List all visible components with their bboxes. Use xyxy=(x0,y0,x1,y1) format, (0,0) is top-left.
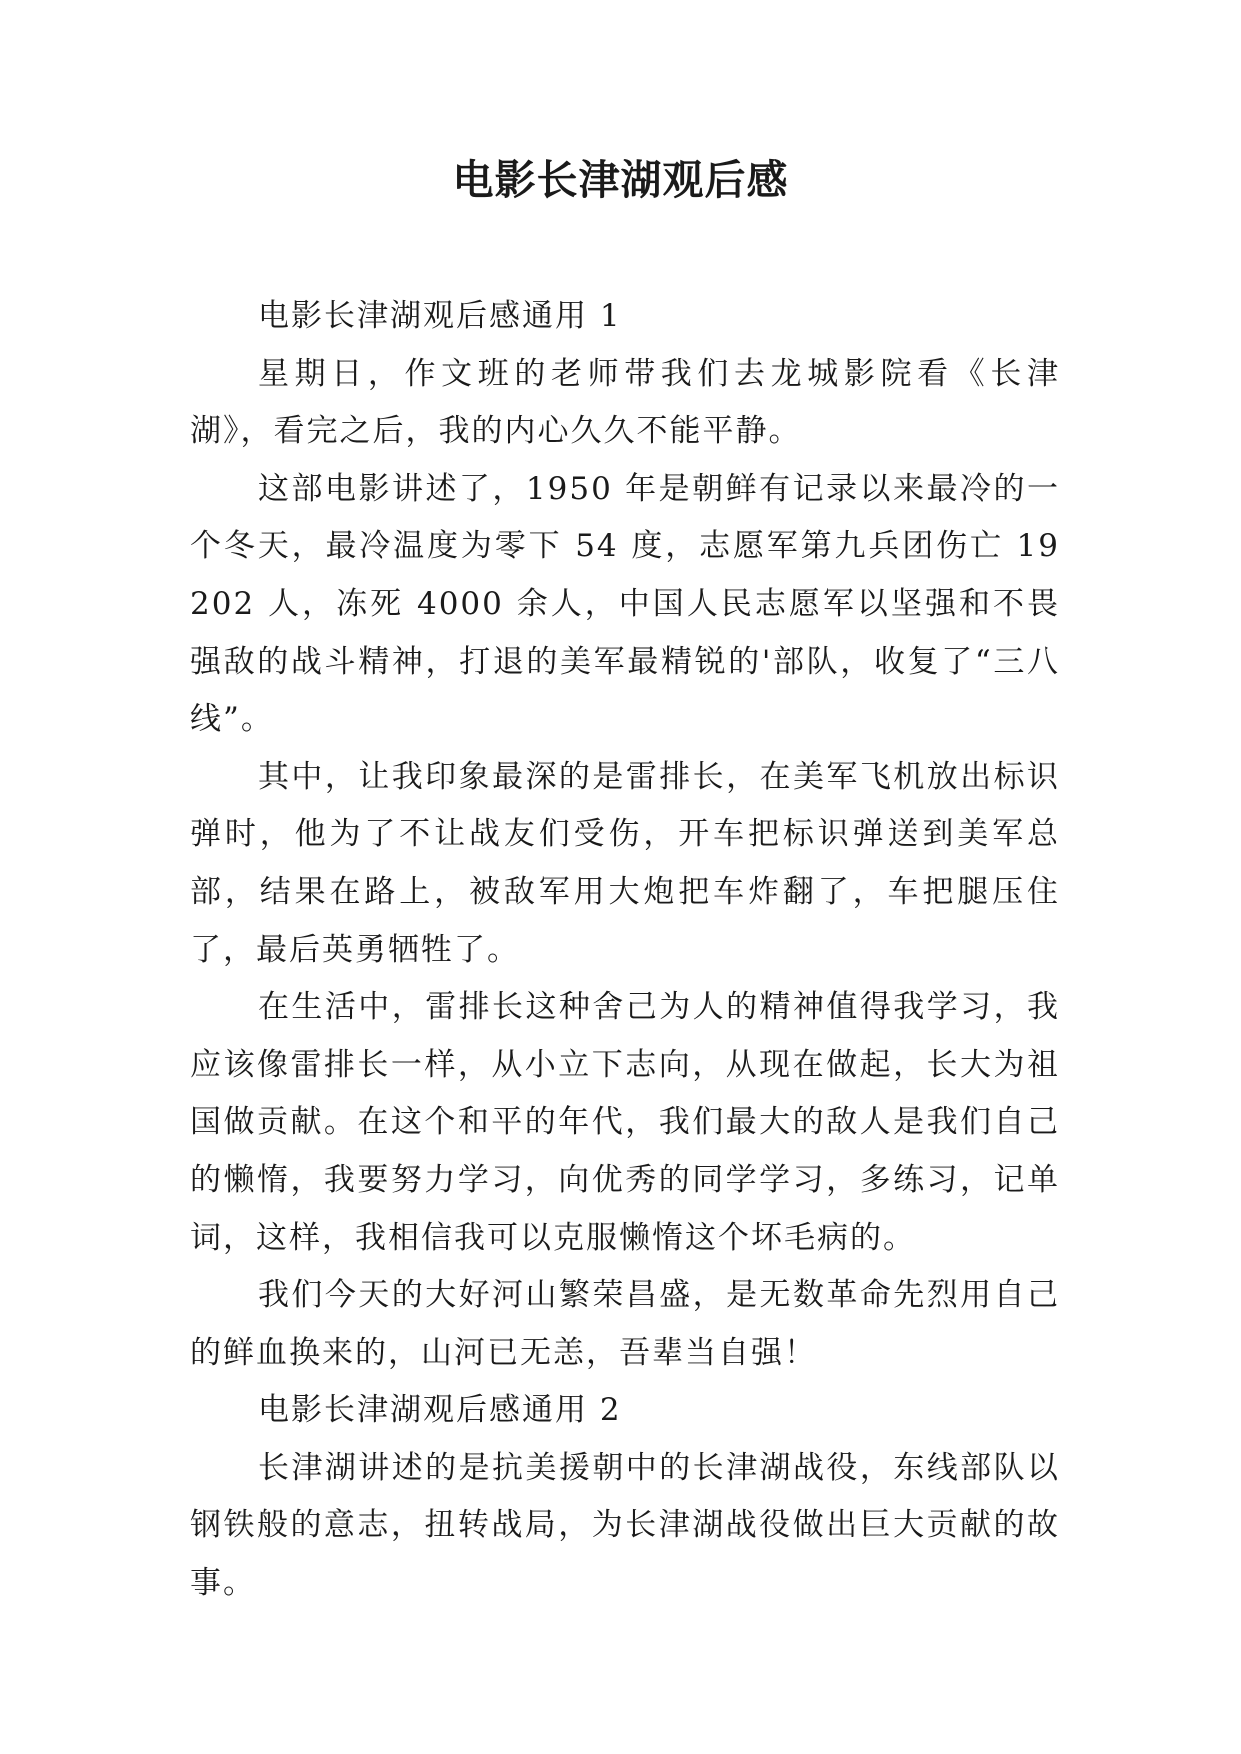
paragraph: 在生活中，雷排长这种舍己为人的精神值得我学习，我应该像雷排长一样，从小立下志向，从现在做起，长大为祖国做贡献。在这个和平的年代，我们最大的敌人是我们自己的懒惰，我要努力学习，向优秀的同学学习，多练习，记单词，这样，我相信我可以克服懒惰这个坏毛病的。 xyxy=(190,989,1060,1256)
paragraph: 长津湖讲述的是抗美援朝中的长津湖战役，东线部队以钢铁般的意志，扭转战局，为长津湖战役做出巨大贡献的故事。 xyxy=(190,1449,1060,1602)
section-heading-2: 电影长津湖观后感通用 2 xyxy=(258,1392,622,1429)
document-title: 电影长津湖观后感 xyxy=(452,156,789,204)
section-heading-1: 电影长津湖观后感通用 1 xyxy=(258,298,622,334)
paragraph: 这部电影讲述了，1950 年是朝鲜有记录以来最冷的一个冬天，最冷温度为零下 54 度，志愿军第九兵团伤亡 19202 人，冻死 4000 余人，中国人民志愿军以坚强和不畏强敌的战斗精神，打退的美军最精锐的'部队，收复了“三八线”。 xyxy=(190,470,1060,738)
document-body xyxy=(190,288,1060,1613)
paragraph: 其中，让我印象最深的是雷排长，在美军飞机放出标识弹时，他为了不让战友们受伤，开车把标识弹送到美军总部，结果在路上，被敌军用大炮把车炸翻了，车把腿压住了，最后英勇牺牲了。 xyxy=(190,758,1060,968)
paragraph: 星期日，作文班的老师带我们去龙城影院看《长津湖》，看完之后，我的内心久久不能平静。 xyxy=(190,355,1060,450)
paragraph: 我们今天的大好河山繁荣昌盛，是无数革命先烈用自己的鲜血换来的，山河已无恙，吾辈当自强！ xyxy=(190,1277,1060,1371)
